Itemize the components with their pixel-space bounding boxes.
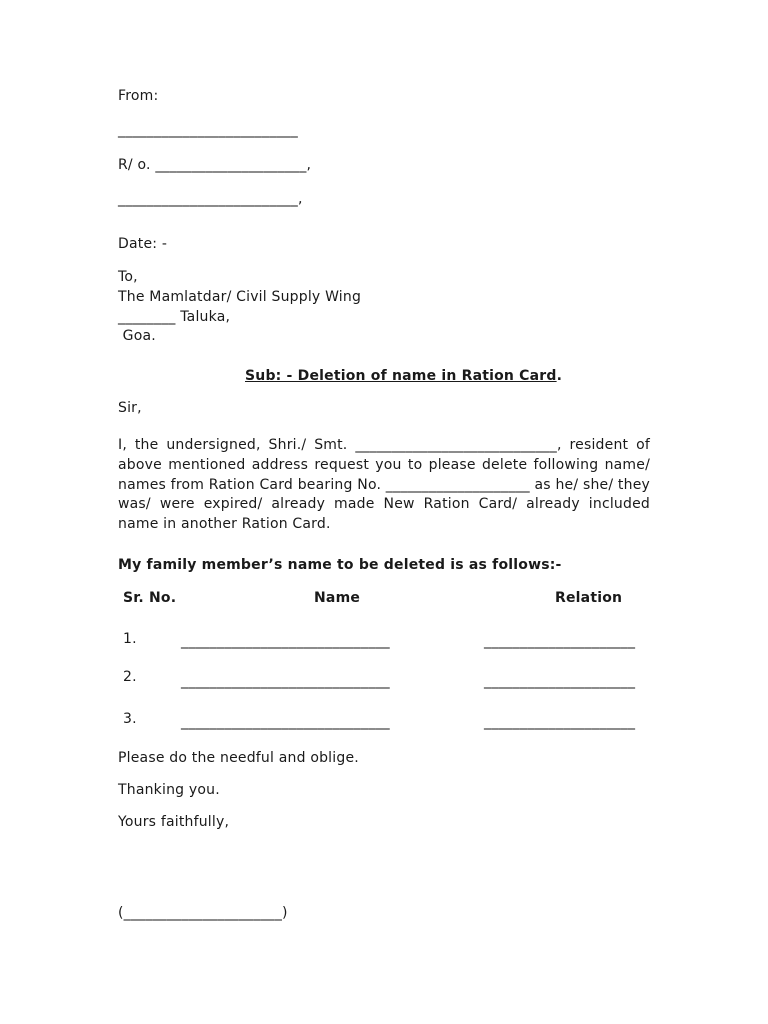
row-name-line: _____________________________ <box>181 673 390 689</box>
from-name-line: _________________________ <box>118 122 298 138</box>
subject-text: Sub: - Deletion of name in Ration Card <box>245 368 557 384</box>
body-paragraph: I, the undersigned, Shri./ Smt. ____________________________, resident of above mentioned address request you to please delete following name/ names from Ration Card bearing No. ____________________ as he/ she/ they was/ were expired/ already made New Ration Card/ already included name in another Ration Card. <box>118 437 650 533</box>
row-number: 2. <box>123 669 137 685</box>
closing-thanks: Thanking you. <box>118 782 220 798</box>
row-number: 1. <box>123 631 137 647</box>
row-relation-line: _____________________ <box>484 633 636 649</box>
col-header-srno: Sr. No. <box>123 590 177 606</box>
row-relation-line: _____________________ <box>484 673 636 689</box>
closing-yours: Yours faithfully, <box>118 814 230 830</box>
to-label: To, <box>118 269 138 285</box>
row-name-line: _____________________________ <box>181 714 390 730</box>
from-label: From: <box>118 88 159 104</box>
family-heading: My family member’s name to be deleted is as follows:- <box>118 557 562 573</box>
date-line: Date: - <box>118 236 168 252</box>
residence-line: R/ o. _____________________, <box>118 157 312 173</box>
address-line: _________________________, <box>118 191 303 207</box>
col-header-name: Name <box>314 590 361 606</box>
signature-line: (______________________) <box>118 905 288 921</box>
recipient-taluka: ________ Taluka, <box>118 309 231 325</box>
col-header-relation: Relation <box>555 590 623 606</box>
subject-period: . <box>556 368 563 384</box>
recipient-state: Goa. <box>118 328 156 344</box>
salutation: Sir, <box>118 400 142 416</box>
recipient-office: The Mamlatdar/ Civil Supply Wing <box>118 289 362 305</box>
row-name-line: _____________________________ <box>181 633 390 649</box>
subject-line <box>245 367 562 385</box>
row-relation-line: _____________________ <box>484 714 636 730</box>
closing-needful: Please do the needful and oblige. <box>118 750 359 766</box>
row-number: 3. <box>123 711 137 727</box>
